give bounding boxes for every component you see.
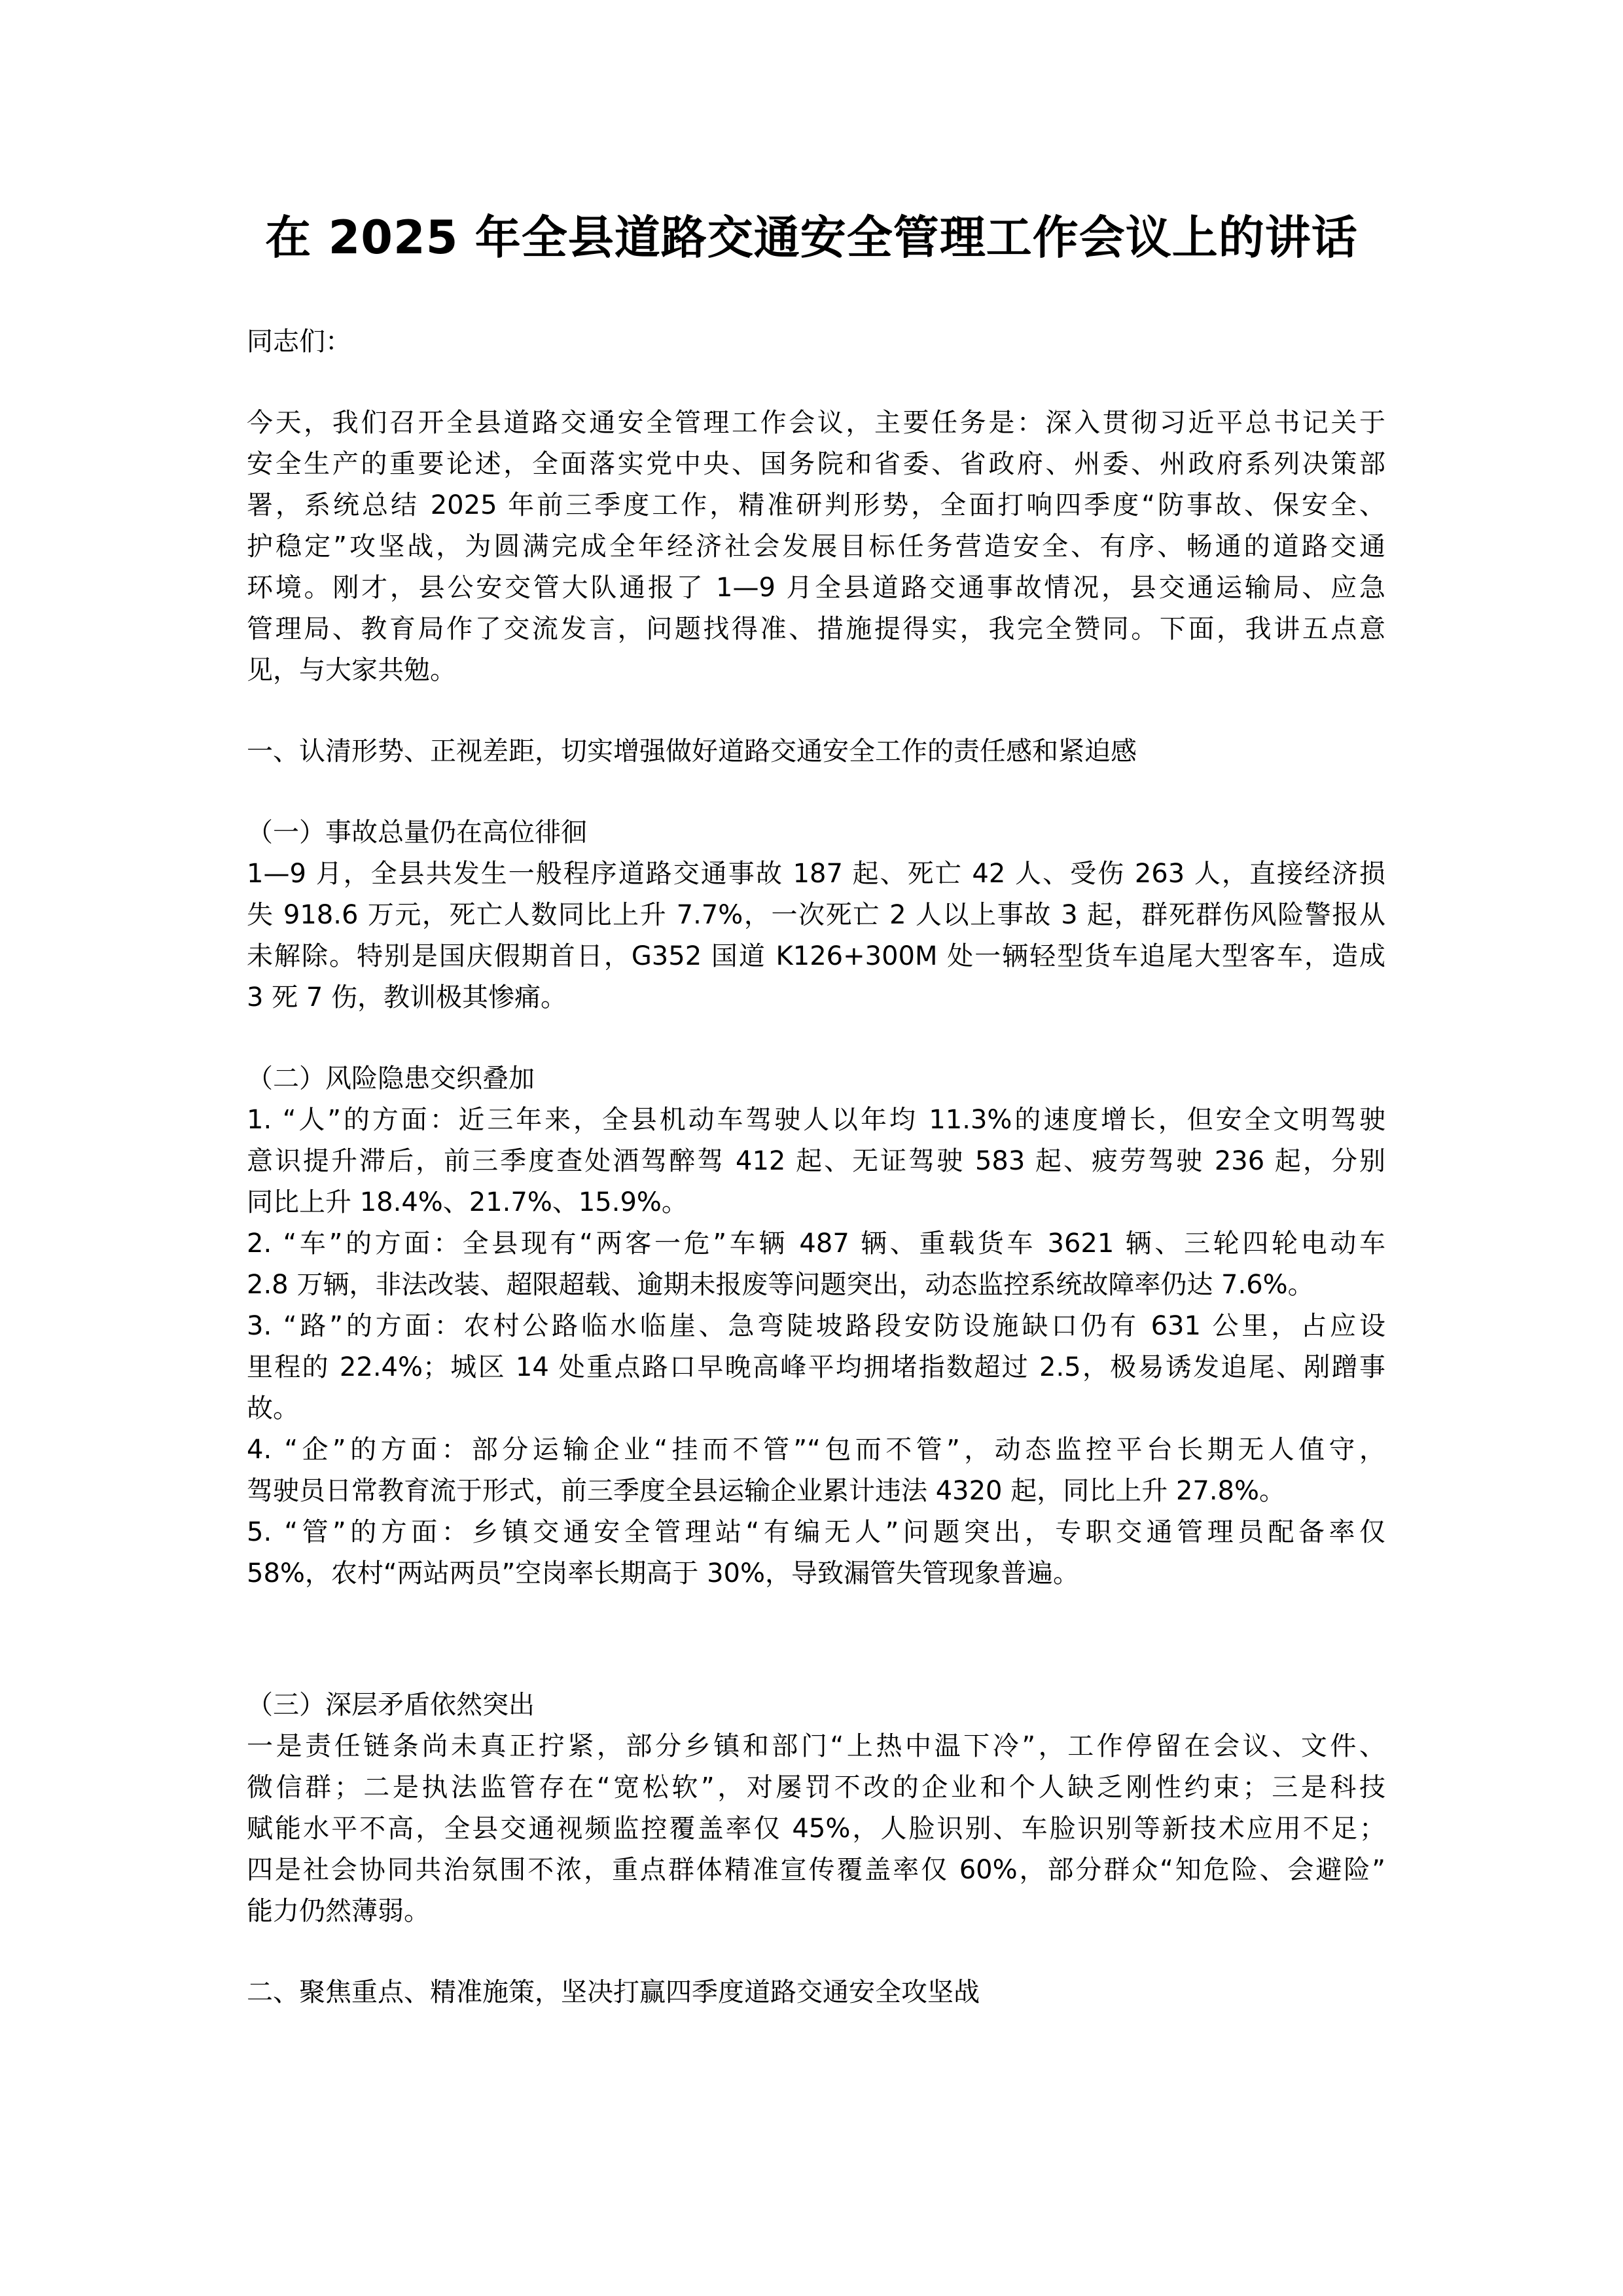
section-2-heading: 二、聚焦重点、精准施策，坚决打赢四季度道路交通安全攻坚战 bbox=[247, 1977, 980, 2007]
body-line: 3 死 7 伤，教训极其惨痛。 bbox=[247, 982, 567, 1013]
intro-line: 护稳定”攻坚战，为圆满完成全年经济社会发展目标任务营造安全、有序、畅通的道路交通 bbox=[247, 531, 1385, 562]
body-line: 一是责任链条尚未真正拧紧，部分乡镇和部门“上热中温下冷”，工作停留在会议、文件、 bbox=[247, 1731, 1385, 1761]
body-line: 意识提升滞后，前三季度查处酒驾醉驾 412 起、无证驾驶 583 起、疲劳驾驶 236 起，分别 bbox=[247, 1146, 1385, 1176]
page-title: 在 2025 年全县道路交通安全管理工作会议上的讲话 bbox=[265, 211, 1358, 264]
body-line: 里程的 22.4%；城区 14 处重点路口早晚高峰平均拥堵指数超过 2.5，极易诱发追尾、剐蹭事 bbox=[247, 1352, 1385, 1382]
body-line: 4. “企”的方面：部分运输企业“挂而不管”“包而不管”，动态监控平台长期无人值守， bbox=[247, 1435, 1385, 1465]
intro-line: 见，与大家共勉。 bbox=[247, 655, 456, 685]
body-line: 同比上升 18.4%、21.7%、15.9%。 bbox=[247, 1187, 688, 1217]
body-line: 未解除。特别是国庆假期首日，G352 国道 K126+300M 处一辆轻型货车追尾大型客车，造成 bbox=[247, 941, 1385, 971]
intro-line: 今天，我们召开全县道路交通安全管理工作会议，主要任务是：深入贯彻习近平总书记关于 bbox=[247, 408, 1385, 438]
body-line: 2. “车”的方面：全县现有“两客一危”车辆 487 辆、重载货车 3621 辆、三轮四轮电动车 bbox=[247, 1229, 1385, 1259]
intro-line: 管理局、教育局作了交流发言，问题找得准、措施提得实，我完全赞同。下面，我讲五点意 bbox=[247, 614, 1385, 644]
body-line: 2.8 万辆，非法改装、超限超载、逾期未报废等问题突出，动态监控系统故障率仍达 7.6%。 bbox=[247, 1270, 1314, 1300]
salutation: 同志们： bbox=[247, 327, 351, 357]
body-line: 四是社会协同共治氛围不浓，重点群体精准宣传覆盖率仅 60%，部分群众“知危险、会避险” bbox=[247, 1855, 1385, 1885]
body-line: 赋能水平不高，全县交通视频监控覆盖率仅 45%，人脸识别、车脸识别等新技术应用不足； bbox=[247, 1814, 1385, 1844]
body-line: 1—9 月，全县共发生一般程序道路交通事故 187 起、死亡 42 人、受伤 263 人，直接经济损 bbox=[247, 859, 1385, 889]
intro-line: 环境。刚才，县公安交管大队通报了 1—9 月全县道路交通事故情况，县交通运输局、应急 bbox=[247, 573, 1385, 603]
body-line: 驾驶员日常教育流于形式，前三季度全县运输企业累计违法 4320 起，同比上升 27.8%。 bbox=[247, 1476, 1286, 1506]
body-line: 失 918.6 万元，死亡人数同比上升 7.7%，一次死亡 2 人以上事故 3 起，群死群伤风险警报从 bbox=[247, 900, 1385, 930]
intro-line: 署，系统总结 2025 年前三季度工作，精准研判形势，全面打响四季度“防事故、保安全、 bbox=[247, 490, 1385, 520]
body-line: 故。 bbox=[247, 1393, 299, 1424]
body-line: 微信群；二是执法监管存在“宽松软”，对屡罚不改的企业和个人缺乏刚性约束；三是科技 bbox=[247, 1772, 1385, 1803]
subsection-3-heading: （三）深层矛盾依然突出 bbox=[247, 1690, 535, 1720]
body-line: 58%，农村“两站两员”空岗率长期高于 30%，导致漏管失管现象普遍。 bbox=[247, 1558, 1079, 1588]
body-line: 5. “管”的方面：乡镇交通安全管理站“有编无人”问题突出，专职交通管理员配备率仅 bbox=[247, 1517, 1385, 1547]
body-line: 能力仍然薄弱。 bbox=[247, 1896, 430, 1926]
body-line: 3. “路”的方面：农村公路临水临崖、急弯陡坡路段安防设施缺口仍有 631 公里，占应设 bbox=[247, 1311, 1385, 1341]
subsection-2-heading: （二）风险隐患交织叠加 bbox=[247, 1064, 535, 1094]
subsection-1-heading: （一）事故总量仍在高位徘徊 bbox=[247, 817, 587, 848]
intro-line: 安全生产的重要论述，全面落实党中央、国务院和省委、省政府、州委、州政府系列决策部 bbox=[247, 449, 1385, 479]
section-1-heading: 一、认清形势、正视差距，切实增强做好道路交通安全工作的责任感和紧迫感 bbox=[247, 736, 1137, 766]
body-line: 1. “人”的方面：近三年来，全县机动车驾驶人以年均 11.3%的速度增长，但安全文明驾驶 bbox=[247, 1105, 1385, 1135]
